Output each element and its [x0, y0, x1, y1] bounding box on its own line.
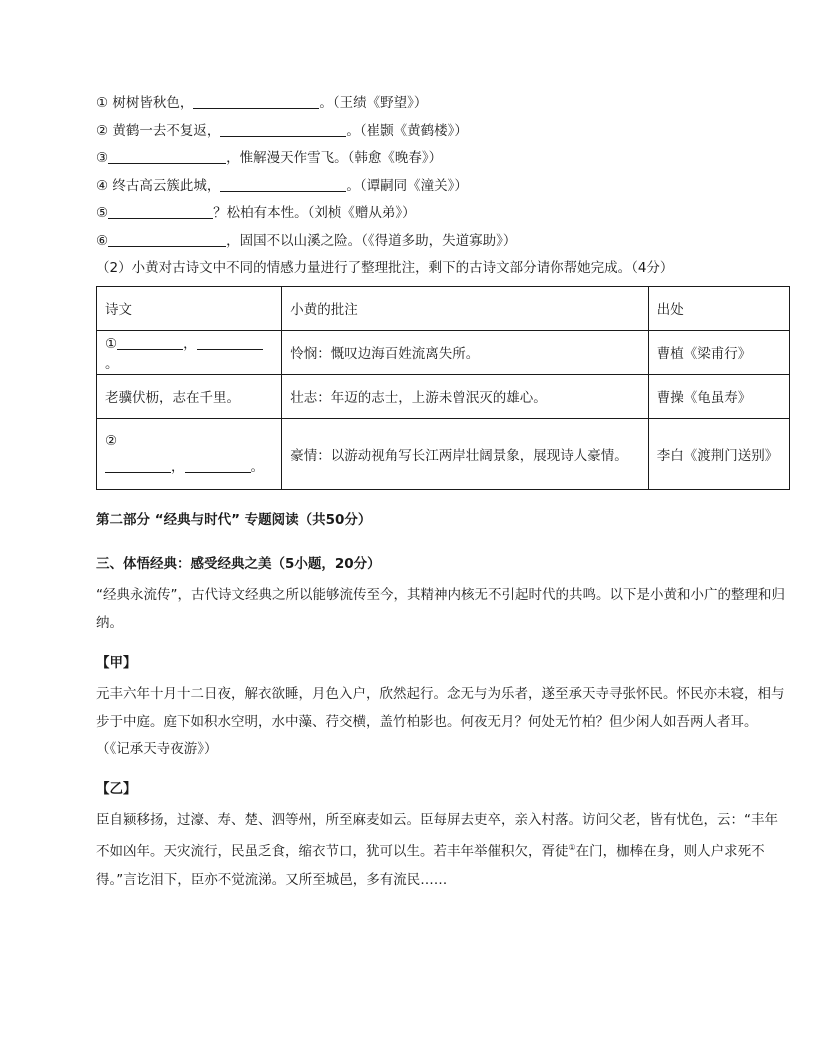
answer-blank[interactable]	[108, 148, 226, 164]
line-text: ② 黄鹤一去不复返，	[96, 122, 221, 139]
fill-line-2	[96, 118, 790, 146]
table-header: 小黄的批注	[282, 286, 649, 330]
intro-paragraph: “经典永流传”，古代诗文经典之所以能够流传至今，其精神内核无不引起时代的共鸣。以下是小黄和小广的整理和归纳。	[96, 586, 785, 631]
cell-text: ，	[183, 336, 197, 352]
document-page	[96, 90, 790, 894]
answer-blank[interactable]	[117, 334, 183, 350]
table-cell-poem	[97, 330, 282, 374]
table-row	[97, 330, 790, 374]
table-cell-source: 曹植《梁甫行》	[648, 330, 789, 374]
line-text: 。（王绩《野望》）	[319, 95, 428, 111]
fill-line-4	[96, 173, 790, 201]
answer-blank[interactable]	[105, 457, 171, 473]
table-cell-note: 豪情：以游动视角写长江两岸壮阔景象，展现诗人豪情。	[282, 418, 649, 489]
line-text: ③	[96, 150, 109, 166]
answer-blank[interactable]	[108, 231, 226, 247]
passage-source: （《记承天寺夜游》）	[96, 740, 218, 757]
answer-blank[interactable]	[193, 93, 319, 109]
fill-line-3	[96, 145, 790, 173]
table-header: 诗文	[97, 286, 282, 330]
answer-blank[interactable]	[197, 334, 263, 350]
passage-label-yi: 【乙】	[96, 781, 137, 797]
poem-annotation-table	[96, 286, 790, 490]
passage-text: 在门，枷棒在身，则人户求死不得。”言讫泪下，臣亦不觉流涕。又所至城邑，多有流民……	[96, 843, 765, 888]
table-cell-source: 李白《渡荆门送别》	[648, 418, 789, 489]
table-cell-poem: 老骥伏枥，志在千里。	[97, 374, 282, 418]
line-text: ⑥	[96, 232, 109, 249]
line-text: 。（谭嗣同《潼关》）	[346, 177, 468, 194]
line-text: ④ 终古高云簇此城，	[96, 177, 221, 194]
answer-blank[interactable]	[220, 176, 346, 192]
fill-line-1	[96, 90, 790, 118]
passage-text: 臣自颍移扬，过濠、寿、楚、泗等州，所至麻麦如云。臣每屏去吏卒，亲入村落。访问父老，皆有忧色，云：“丰年不如凶年。天灾流行，民虽乏食，缩衣节口，犹可以生。若丰年举催积欠，胥徒	[96, 812, 778, 860]
line-text: ，固国不以山溪之险。（《得道多助，失道寡助》）	[226, 232, 517, 249]
part-title: 第二部分 “经典与时代” 专题阅读（共50分）	[96, 511, 372, 528]
cell-text: 。	[105, 356, 119, 372]
table-cell-note: 壮志：年迈的志士，上游未曾泯灭的雄心。	[282, 374, 649, 418]
table-cell-source: 曹操《龟虽寿》	[648, 374, 789, 418]
line-text: ？松柏有本性。（刘桢《赠从弟》）	[213, 205, 416, 221]
footnote-marker: ①	[568, 843, 576, 852]
line-text: 。（崔颢《黄鹤楼》）	[346, 122, 468, 139]
cell-text: ①	[105, 336, 118, 352]
fill-line-5	[96, 200, 790, 228]
table-header-row	[97, 286, 790, 330]
answer-blank[interactable]	[220, 121, 346, 137]
table-cell-note: 怜悯：慨叹边海百姓流离失所。	[282, 330, 649, 374]
table-cell-poem	[97, 418, 282, 489]
answer-blank[interactable]	[108, 203, 213, 219]
cell-text: 。	[250, 458, 264, 475]
table-row	[97, 374, 790, 418]
line-text: ⑤	[96, 205, 109, 221]
cell-text: ②	[105, 432, 118, 449]
line-text: ① 树树皆秋色，	[96, 95, 194, 111]
answer-blank[interactable]	[185, 457, 251, 473]
section-heading: 三、体悟经典：感受经典之美（5小题，20分）	[96, 555, 381, 572]
passage-yi	[96, 806, 790, 894]
table-header: 出处	[648, 286, 789, 330]
passage-jia: 元丰六年十月十二日夜，解衣欲睡，月色入户，欣然起行。念无与为乐者，遂至承天寺寻张怀民。怀民亦未寝，相与步于中庭。庭下如积水空明，水中藻、荇交横，盖竹柏影也。何夜无月？何处无竹柏？但少闲人如吾两人者耳。	[96, 685, 785, 730]
passage-label-jia: 【甲】	[96, 654, 137, 671]
question-2: （2）小黄对古诗文中不同的情感力量进行了整理批注，剩下的古诗文部分请你帮她完成。（4分）	[96, 260, 674, 276]
table-row	[97, 418, 790, 489]
cell-text: ，	[171, 458, 185, 475]
line-text: ，惟解漫天作雪飞。（韩愈《晚春》）	[226, 150, 443, 166]
fill-line-6	[96, 228, 790, 256]
